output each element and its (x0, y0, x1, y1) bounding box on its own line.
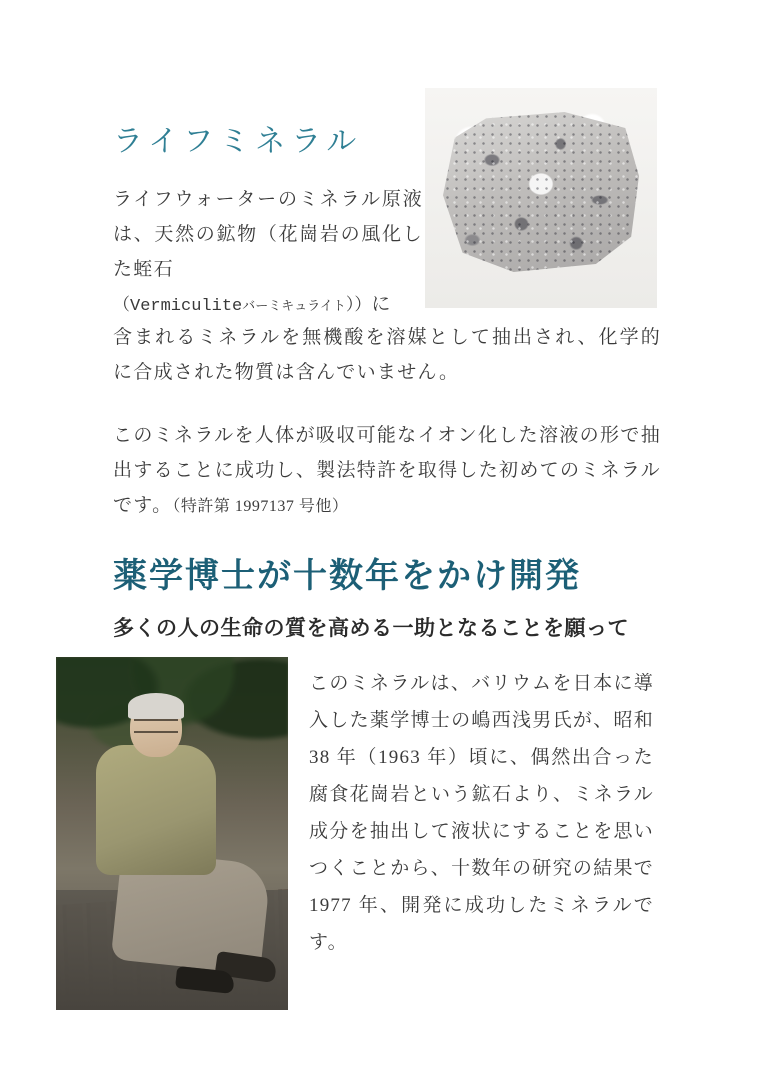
paragraph-mineral-source (113, 182, 423, 324)
paragraph-text-vermiculite-kana: バーミキュライト (242, 298, 346, 313)
section-heading-development: 薬学博士が十数年をかけ開発 (113, 558, 581, 595)
section-title-life-mineral: ライフミネラル (113, 125, 363, 158)
granite-rock-image (425, 88, 657, 308)
portrait-hair (128, 693, 184, 719)
portrait-glasses (134, 719, 178, 733)
paragraph-text-part2: このミネラルを人体が吸収可能なイオン化した溶液の形で抽出することに成功し、製法特許を取得した初めてのミネラルです。 (113, 425, 661, 516)
patent-note: （特許第 1997137 号他） (172, 498, 349, 515)
paragraph-text-vermiculite: （Vermiculite (113, 297, 243, 316)
paragraph-mineral-extraction: 含まれるミネラルを無機酸を溶媒として抽出され、化学的に合成された物質は含んでいません。 (113, 327, 661, 383)
paragraph-ionized-solution (113, 418, 661, 524)
rock-shape (443, 112, 639, 272)
portrait-image-doctor (56, 657, 288, 1010)
paragraph-text-vermiculite-close: ）） (345, 297, 372, 316)
portrait-torso (96, 745, 216, 875)
rock-grain-texture (443, 112, 639, 272)
paragraph-text-part1-tail: に (371, 294, 392, 315)
paragraph-text-part1: ライフウォーターのミネラル原液は、天然の鉱物（花崗岩の風化した蛭石 (113, 189, 423, 280)
paragraph-history: このミネラルは、バリウムを日本に導入した薬学博士の嶋西浅男氏が、昭和 38 年（1963 年）頃に、偶然出合った腐食花崗岩という鉱石より、ミネラル成分を抽出して液状にすることを思いつくことから、十数年の研究の結果で 1977 年、開発に成功したミネラルです。 (309, 673, 654, 953)
section-subheading-quality-of-life: 多くの人の生命の質を高める一助となることを願って (113, 616, 629, 640)
